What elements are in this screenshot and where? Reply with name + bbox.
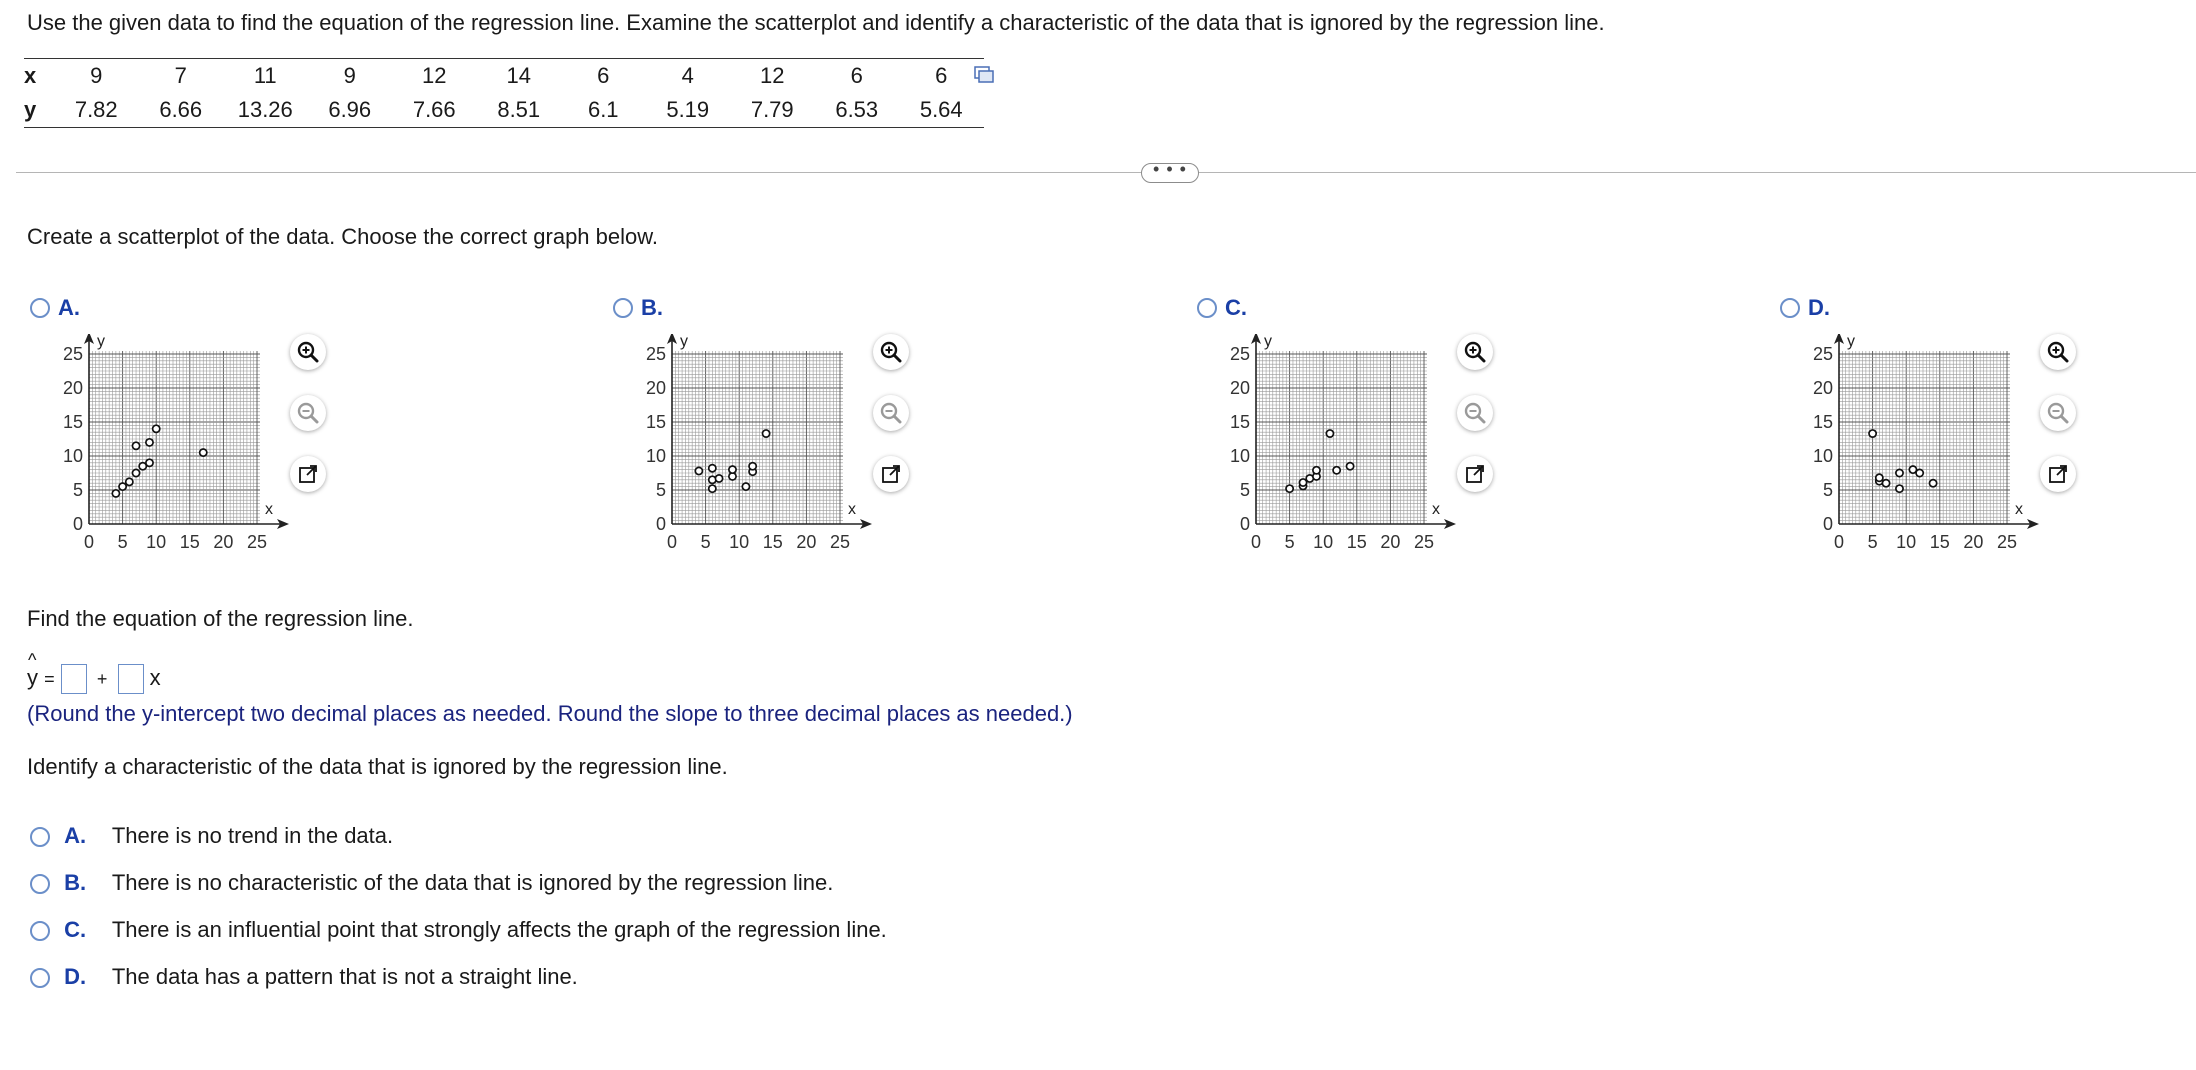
scatter-point (1346, 463, 1353, 470)
x-axis-label: x (2015, 501, 2023, 518)
zoom-in-icon-a[interactable] (290, 334, 326, 370)
x-cell: 4 (646, 59, 731, 94)
y-cell: 6.53 (815, 93, 900, 128)
scatter-point (132, 442, 139, 449)
y-tick-label: 20 (1812, 378, 1833, 398)
x-cell: 6 (561, 59, 646, 94)
x-tick-label: 15 (179, 532, 200, 552)
rounding-note: (Round the y-intercept two decimal places as needed. Round the slope to three decimal places as needed.) (27, 701, 1073, 726)
scatter-point (1869, 430, 1876, 437)
x-axis-label: x (1432, 501, 1440, 518)
equals-sign: = (44, 668, 55, 689)
intercept-input[interactable] (61, 664, 87, 694)
graph-radio-b[interactable] (613, 298, 633, 318)
scatter-point (1876, 474, 1883, 481)
scatterplot-a (40, 334, 300, 564)
y-tick-label: 10 (1229, 446, 1250, 466)
x-tick-label: 20 (1380, 532, 1401, 552)
x-tick-label: 10 (1313, 532, 1334, 552)
x-tick-label: 0 (1250, 532, 1262, 552)
answer-option-a[interactable] (30, 823, 393, 849)
y-tick-label: 15 (1229, 412, 1250, 432)
scatter-point (119, 483, 126, 490)
graph-radio-a[interactable] (30, 298, 50, 318)
question-prompt: Use the given data to find the equation of the regression line. Examine the scatterplot and identify a characteristic of the data that is ignored by the regression line. (27, 10, 1605, 35)
scatterplot-c (1207, 334, 1467, 564)
y-tick-label: 10 (1812, 446, 1833, 466)
graph-radio-c[interactable] (1197, 298, 1217, 318)
graph-option-letter: D. (1808, 295, 1830, 320)
x-tick-label: 5 (117, 532, 128, 552)
zoom-out-icon-a[interactable] (290, 395, 326, 431)
copy-data-icon[interactable] (974, 66, 994, 84)
radio-b[interactable] (30, 874, 50, 894)
y-cell: 13.26 (223, 93, 308, 128)
x-row (24, 59, 984, 94)
x-tick-label: 20 (213, 532, 234, 552)
answer-option-b[interactable] (30, 870, 833, 896)
pop-out-icon-c[interactable] (1457, 456, 1493, 492)
y-row (24, 93, 984, 128)
y-header: y (24, 93, 54, 128)
graph-option-d[interactable] (1780, 295, 1830, 321)
y-cell: 8.51 (477, 93, 562, 128)
y-hat: y (27, 664, 38, 690)
y-tick-label: 5 (1239, 480, 1250, 500)
y-axis-label: y (1264, 334, 1272, 350)
pop-out-icon-d[interactable] (2040, 456, 2076, 492)
graph-option-letter: B. (641, 295, 663, 320)
y-tick-label: 0 (1822, 514, 1833, 534)
scatterplot-d (1790, 334, 2050, 564)
scatter-point (762, 430, 769, 437)
scatter-point (1929, 480, 1936, 487)
x-tick-label: 10 (729, 532, 750, 552)
option-text: There is no trend in the data. (111, 823, 394, 848)
y-cell: 7.66 (392, 93, 477, 128)
y-axis-label: y (680, 334, 688, 350)
y-tick-label: 5 (1822, 480, 1833, 500)
scatter-point (1882, 480, 1889, 487)
x-header: x (24, 59, 54, 94)
slope-input[interactable] (118, 664, 144, 694)
x-tick-label: 15 (762, 532, 783, 552)
scatter-point (1326, 430, 1333, 437)
x-variable: x (149, 664, 161, 690)
regression-equation (27, 649, 161, 700)
y-tick-label: 0 (72, 514, 83, 534)
x-tick-label: 25 (1996, 532, 2018, 552)
scatter-point (112, 490, 119, 497)
zoom-in-icon-d[interactable] (2040, 334, 2076, 370)
x-tick-label: 15 (1346, 532, 1367, 552)
scatter-point (132, 469, 139, 476)
x-cell: 11 (223, 59, 308, 94)
zoom-in-icon-b[interactable] (873, 334, 909, 370)
y-tick-label: 20 (645, 378, 666, 398)
scatter-point (742, 483, 749, 490)
y-tick-label: 15 (1812, 412, 1833, 432)
x-tick-label: 20 (1963, 532, 1984, 552)
y-tick-label: 20 (62, 378, 83, 398)
x-cell: 9 (54, 59, 139, 94)
pop-out-icon-a[interactable] (290, 456, 326, 492)
x-tick-label: 5 (1284, 532, 1295, 552)
x-tick-label: 25 (1413, 532, 1435, 552)
plus-sign: + (96, 668, 108, 689)
x-tick-label: 0 (1833, 532, 1845, 552)
y-tick-label: 15 (62, 412, 83, 432)
scatter-point (709, 485, 716, 492)
scatter-point (749, 463, 756, 470)
expand-more-button[interactable]: • • • (1141, 163, 1199, 183)
zoom-out-icon-b[interactable] (873, 395, 909, 431)
y-tick-label: 10 (62, 446, 83, 466)
part1-prompt: Create a scatterplot of the data. Choose the correct graph below. (27, 224, 659, 249)
graph-radio-d[interactable] (1780, 298, 1800, 318)
graph-option-b[interactable] (613, 295, 663, 321)
graph-option-letter: C. (1225, 295, 1247, 320)
y-cell: 7.82 (54, 93, 139, 128)
scatter-point (146, 459, 153, 466)
y-cell: 5.64 (899, 93, 984, 128)
scatter-point (1333, 467, 1340, 474)
part2-prompt: Find the equation of the regression line. (27, 606, 414, 631)
y-tick-label: 20 (1229, 378, 1250, 398)
option-letter: C. (64, 917, 87, 942)
scatter-point (715, 475, 722, 482)
x-tick-label: 5 (700, 532, 711, 552)
scatterplot-b (623, 334, 883, 564)
y-tick-label: 25 (1229, 344, 1250, 364)
option-text: There is no characteristic of the data that is ignored by the regression line. (111, 870, 834, 895)
scatter-point (126, 478, 133, 485)
y-tick-label: 0 (655, 514, 666, 534)
graph-option-c[interactable] (1197, 295, 1247, 321)
y-tick-label: 5 (72, 480, 83, 500)
answer-option-c[interactable] (30, 917, 887, 943)
scatter-point (1896, 469, 1903, 476)
scatter-point (695, 467, 702, 474)
y-cell: 5.19 (646, 93, 731, 128)
scatter-point (1299, 479, 1306, 486)
x-cell: 6 (815, 59, 900, 94)
zoom-out-icon-c[interactable] (1457, 395, 1493, 431)
radio-d[interactable] (30, 968, 50, 988)
zoom-out-icon-d[interactable] (2040, 395, 2076, 431)
x-cell: 12 (730, 59, 815, 94)
y-tick-label: 15 (645, 412, 666, 432)
data-table (24, 58, 984, 128)
option-letter: B. (64, 870, 87, 895)
option-text: There is an influential point that strongly affects the graph of the regression line. (111, 917, 887, 942)
y-cell: 6.96 (308, 93, 393, 128)
answer-option-d[interactable] (30, 964, 578, 990)
scatter-point (1896, 485, 1903, 492)
x-cell: 6 (899, 59, 984, 94)
radio-c[interactable] (30, 921, 50, 941)
y-cell: 6.1 (561, 93, 646, 128)
x-tick-label: 15 (1929, 532, 1950, 552)
x-tick-label: 10 (1896, 532, 1917, 552)
x-tick-label: 25 (246, 532, 268, 552)
x-axis-label: x (265, 501, 273, 518)
y-cell: 7.79 (730, 93, 815, 128)
y-tick-label: 25 (62, 344, 83, 364)
part3-prompt: Identify a characteristic of the data that is ignored by the regression line. (27, 754, 728, 779)
x-tick-label: 25 (829, 532, 851, 552)
zoom-in-icon-c[interactable] (1457, 334, 1493, 370)
scatter-point (153, 425, 160, 432)
y-tick-label: 5 (655, 480, 666, 500)
y-tick-label: 25 (645, 344, 666, 364)
y-axis-label: y (97, 334, 105, 350)
section-divider (16, 172, 2196, 173)
hat-symbol: ^ (28, 649, 37, 670)
scatter-point (729, 466, 736, 473)
x-cell: 14 (477, 59, 562, 94)
y-tick-label: 10 (645, 446, 666, 466)
scatter-point (1313, 467, 1320, 474)
option-letter: A. (64, 823, 87, 848)
option-text: The data has a pattern that is not a straight line. (111, 964, 578, 989)
y-tick-label: 0 (1239, 514, 1250, 534)
scatter-point (146, 439, 153, 446)
option-letter: D. (64, 964, 87, 989)
x-cell: 12 (392, 59, 477, 94)
x-tick-label: 20 (796, 532, 817, 552)
y-axis-label: y (1847, 334, 1855, 350)
x-cell: 9 (308, 59, 393, 94)
graph-option-letter: A. (58, 295, 80, 320)
x-tick-label: 0 (666, 532, 678, 552)
x-tick-label: 0 (83, 532, 95, 552)
scatter-point (709, 465, 716, 472)
radio-a[interactable] (30, 827, 50, 847)
x-cell: 7 (139, 59, 224, 94)
y-cell: 6.66 (139, 93, 224, 128)
x-tick-label: 10 (146, 532, 167, 552)
y-tick-label: 25 (1812, 344, 1833, 364)
scatter-point (1916, 469, 1923, 476)
graph-option-a[interactable] (30, 295, 80, 321)
scatter-point (200, 449, 207, 456)
pop-out-icon-b[interactable] (873, 456, 909, 492)
x-axis-label: x (848, 501, 856, 518)
scatter-point (1286, 485, 1293, 492)
x-tick-label: 5 (1867, 532, 1878, 552)
